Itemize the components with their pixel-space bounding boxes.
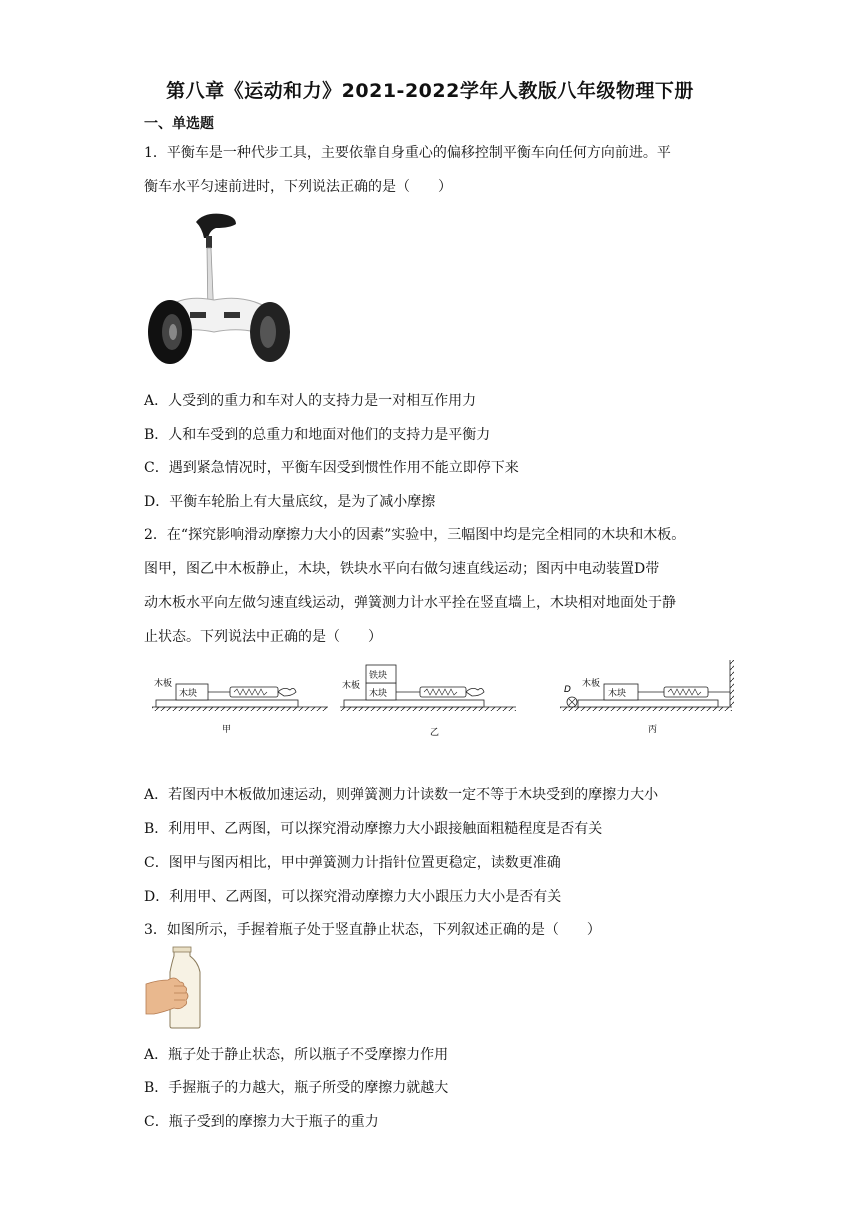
q3-option-b: B．手握瓶子的力越大，瓶子所受的摩擦力就越大 [144, 1080, 449, 1096]
q1-stem-line-1: 1．平衡车是一种代步工具，主要依靠自身重心的偏移控制平衡车向任何方向前进。平 [144, 145, 671, 161]
label-board-yi: 木板 [342, 681, 361, 691]
q3-stem-line-1: 3．如图所示，手握着瓶子处于竖直静止状态，下列叙述正确的是（ ） [144, 922, 601, 938]
q1-option-b: B．人和车受到的总重力和地面对他们的支持力是平衡力 [144, 427, 491, 443]
figure-bing [560, 660, 734, 735]
label-board-jia: 木板 [154, 679, 173, 689]
balance-scooter-image [144, 208, 294, 368]
label-board-bing: 木板 [582, 679, 601, 689]
q1-option-d: D．平衡车轮胎上有大量底纹，是为了减小摩擦 [144, 494, 436, 510]
ground-hatch [560, 707, 732, 711]
board-yi [344, 700, 484, 707]
q2-stem-line-4: 止状态。下列说法中正确的是（ ） [144, 629, 382, 645]
q2-stem-line-3: 动木板水平向左做匀速直线运动，弹簧测力计水平拴在竖直墙上，木块相对地面处于静 [144, 595, 676, 611]
label-device-d: D [564, 685, 571, 695]
label-block-yi: 木块 [369, 689, 388, 699]
board-bing [578, 700, 718, 707]
q3-option-c: C．瓶子受到的摩擦力大于瓶子的重力 [144, 1114, 379, 1130]
caption-jia: 甲 [222, 725, 232, 735]
board-jia [156, 700, 298, 707]
figure-yi [340, 665, 516, 738]
ground-hatch [340, 707, 516, 711]
label-iron-yi: 铁块 [369, 671, 388, 681]
caption-yi: 乙 [430, 728, 440, 738]
q2-stem-line-1: 2．在“探究影响滑动摩擦力大小的因素”实验中，三幅图中均是完全相同的木块和木板。 [144, 527, 686, 543]
caption-bing: 丙 [648, 725, 658, 735]
wall-hatch [730, 660, 734, 707]
q1-option-c: C．遇到紧急情况时，平衡车因受到惯性作用不能立即停下来 [144, 460, 519, 476]
section-heading: 一、单选题 [144, 116, 214, 132]
q2-stem-line-2: 图甲，图乙中木板静止，木块，铁块水平向右做匀速直线运动；图丙中电动装置D带 [144, 561, 660, 577]
q2-option-c: C．图甲与图丙相比，甲中弹簧测力计指针位置更稳定，读数更准确 [144, 855, 561, 871]
q1-option-a: A．人受到的重力和车对人的支持力是一对相互作用力 [144, 393, 477, 409]
q2-option-b: B．利用甲、乙两图，可以探究滑动摩擦力大小跟接触面粗糙程度是否有关 [144, 821, 603, 837]
q2-option-d: D．利用甲、乙两图，可以探究滑动摩擦力大小跟压力大小是否有关 [144, 889, 562, 905]
page-title: 第八章《运动和力》2021-2022学年人教版八年级物理下册 [166, 80, 694, 102]
friction-experiment-figure [144, 656, 754, 740]
label-block-bing: 木块 [608, 689, 627, 699]
hand-jia [278, 688, 296, 696]
spring-scale-yi [420, 687, 466, 697]
hand-holding-bottle-image [144, 946, 208, 1030]
ground-hatch [152, 707, 328, 711]
hand-yi [466, 688, 484, 696]
spring-scale-jia [230, 687, 278, 697]
figure-jia [152, 677, 328, 735]
q3-option-a: A．瓶子处于静止状态，所以瓶子不受摩擦力作用 [144, 1047, 449, 1063]
q1-stem-line-2: 衡车水平匀速前进时，下列说法正确的是（ ） [144, 179, 452, 195]
label-block-jia: 木块 [179, 689, 198, 699]
q2-option-a: A．若图丙中木板做加速运动，则弹簧测力计读数一定不等于木块受到的摩擦力大小 [144, 787, 659, 803]
